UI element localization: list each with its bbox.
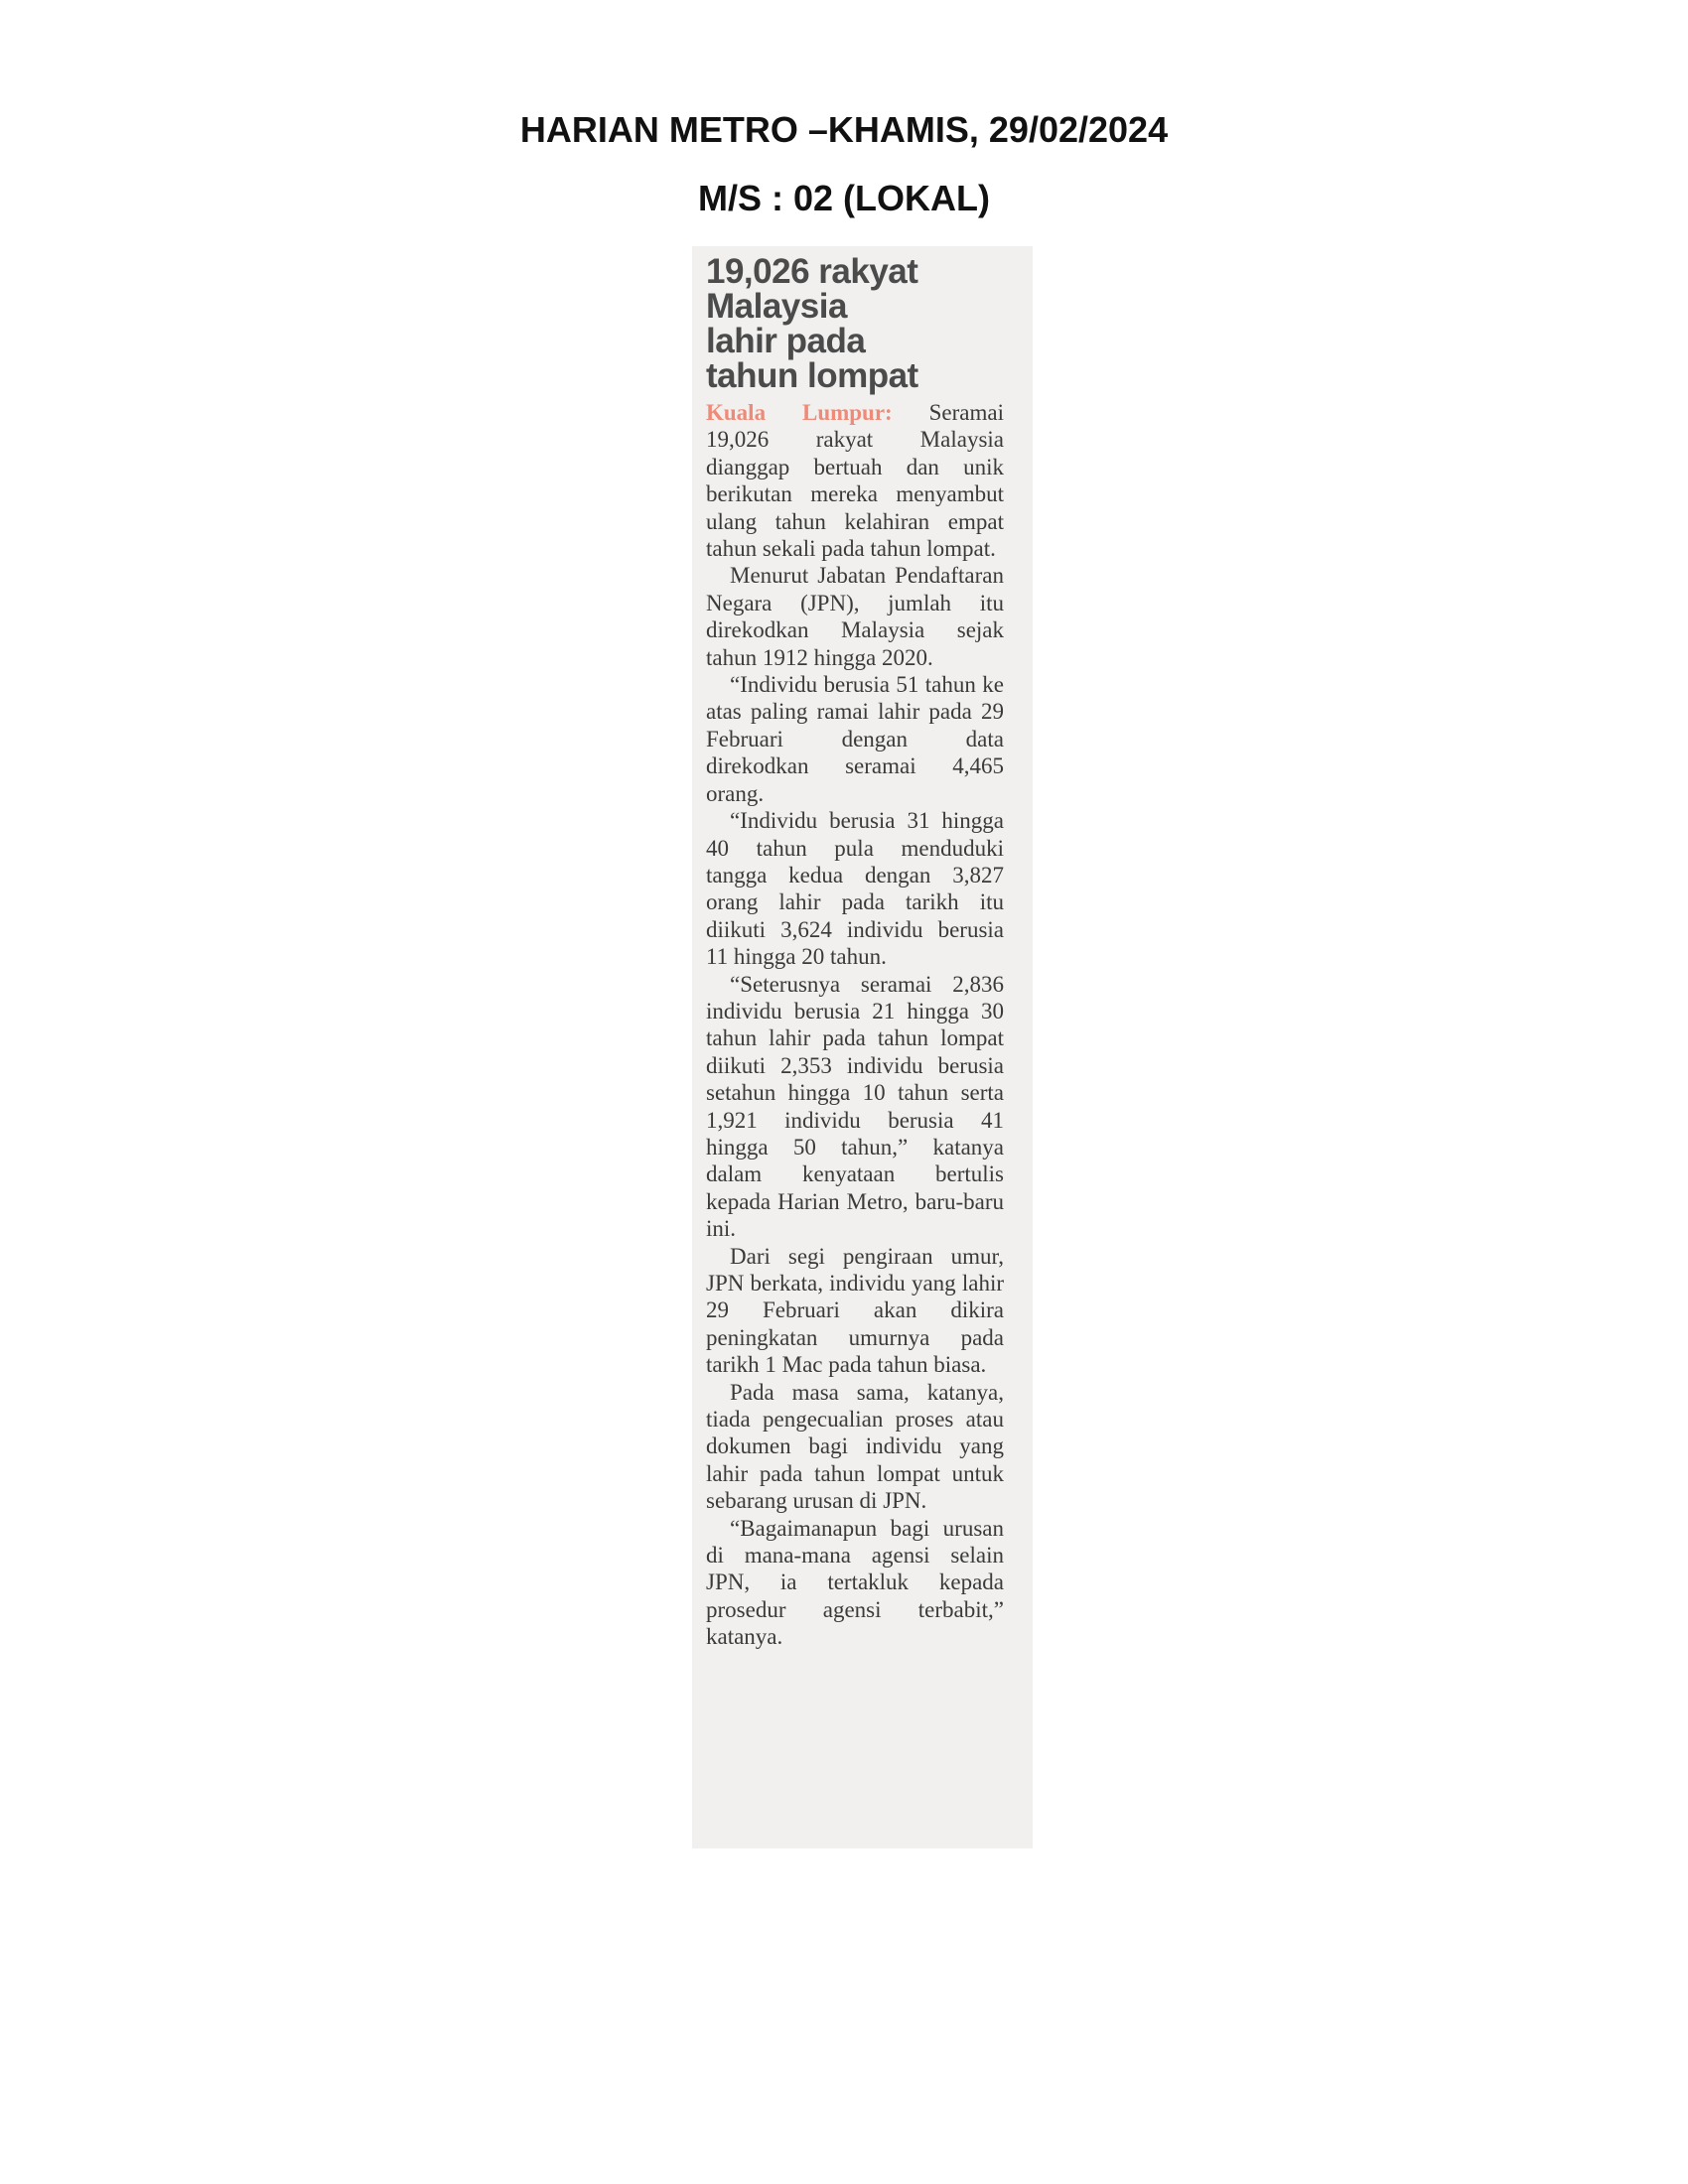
headline-line: tahun lompat: [706, 356, 918, 395]
article-paragraph: “Individu berusia 31 hingga 40 tahun pula menduduki tangga kedua dengan 3,827 orang lahir pada tarikh itu diikuti 3,624 individu berusia 11 hingga 20 tahun.: [706, 808, 1004, 970]
article-paragraph: “Bagaimanapun bagi urusan di mana-mana agensi selain JPN, ia tertakluk kepada prosedur agensi terbabit,” katanya.: [706, 1515, 1004, 1650]
headline-line: lahir pada: [706, 322, 866, 360]
page-section-label: M/S : 02 (LOKAL): [698, 178, 990, 218]
article-paragraph: Menurut Jabatan Pendaftaran Negara (JPN), jumlah itu direkodkan Malaysia sejak tahun 1912 hingga 2020.: [706, 563, 1004, 670]
article-dateline: Kuala Lumpur:: [706, 400, 893, 425]
article-paragraph: Dari segi pengiraan umur, JPN berkata, individu yang lahir 29 Februari akan dikira peningkatan umurnya pada tarikh 1 Mac pada tahun biasa.: [706, 1243, 1004, 1378]
article-lead-paragraph: [706, 399, 1004, 562]
lead-text: Seramai 19,026 rakyat Malaysia dianggap bertuah dan unik berikutan mereka menyambut ulang tahun kelahiran empat tahun sekali pada tahun lompat.: [706, 400, 1004, 562]
article-paragraph: “Seterusnya seramai 2,836 individu berusia 21 hingga 30 tahun lahir pada tahun lompat diikuti 2,353 individu berusia setahun hingga 10 tahun serta 1,921 individu berusia 41 hingga 50 tahun,” katanya dalam kenyataan bertulis kepada Harian Metro, baru-baru ini.: [706, 971, 1004, 1242]
article-headline: [706, 254, 1023, 393]
headline-line: Malaysia: [706, 287, 847, 326]
headline-line: 19,026 rakyat: [706, 252, 918, 291]
publication-header: HARIAN METRO –KHAMIS, 29/02/2024: [519, 109, 1169, 150]
article-paragraph: Pada masa sama, katanya, tiada pengecualian proses atau dokumen bagi individu yang lahir pada tahun lompat untuk sebarang urusan di JPN.: [706, 1379, 1004, 1514]
newspaper-clipping: [692, 246, 1033, 1848]
article-body: [706, 399, 1004, 1651]
article-paragraph: “Individu berusia 51 tahun ke atas paling ramai lahir pada 29 Februari dengan data direkodkan seramai 4,465 orang.: [706, 672, 1004, 806]
